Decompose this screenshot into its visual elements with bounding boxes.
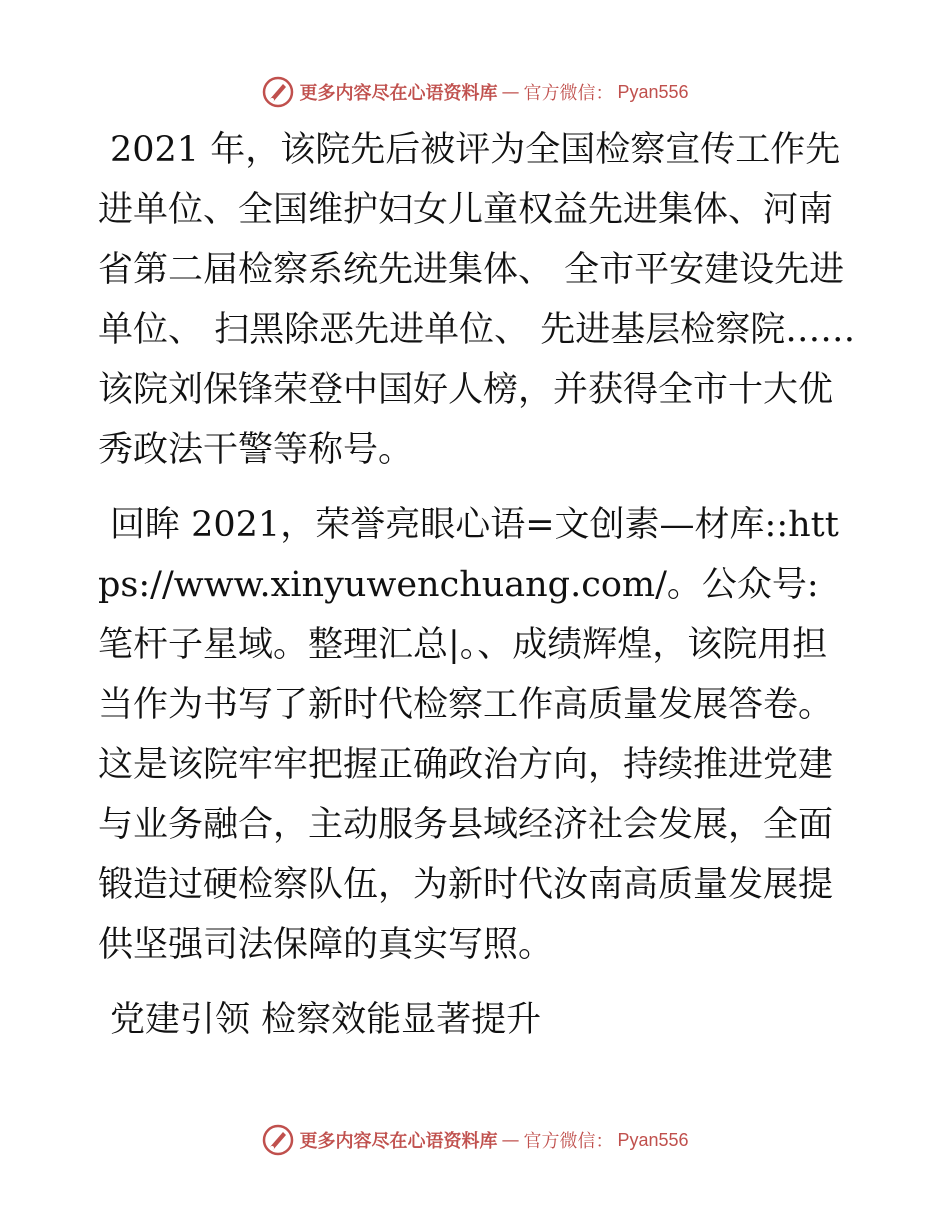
footer-brand[interactable] [261, 1123, 688, 1157]
page-footer [0, 1120, 950, 1160]
document-body [98, 120, 858, 1050]
footer-contact-label: 官方微信： [523, 1131, 614, 1152]
paragraph-review: 回眸 2021，荣誉亮眼心语=文创素—材库::https://www.xinyuwenchuang.com/。公众号: 笔杆子星域。整理汇总|。、成绩辉煌，该院用担当作为书写了新时代检察工作高质量发展答卷。这是该院牢牢把握正确政治方向，持续推进党建与业务融合，主动服务县域经济社会发展，全面锻造过硬检察队伍，为新时代汝南高质量发展提供坚强司法保障的真实写照。 [98, 505, 839, 965]
header-contact-id: Pyan556 [617, 81, 689, 102]
footer-contact-id: Pyan556 [617, 1129, 689, 1150]
header-brand[interactable] [261, 75, 688, 109]
pen-logo-icon [261, 1123, 295, 1157]
footer-dash: — [501, 1129, 520, 1151]
page-header [0, 72, 950, 112]
header-contact-label: 官方微信： [523, 83, 614, 104]
section-heading: 党建引领 检察效能显著提升 [110, 1000, 542, 1040]
paragraph-honors: 2021 年，该院先后被评为全国检察宣传工作先进单位、全国维护妇女儿童权益先进集体、河南省第二届检察系统先进集体、 全市平安建设先进单位、 扫黑除恶先进单位、 先进基层检察院……该院刘保锋荣登中国好人榜，并获得全市十大优秀政法干警等称号。 [98, 130, 856, 470]
pen-logo-icon [261, 75, 295, 109]
footer-brand-text: 更多内容尽在心语资料库 [299, 1131, 498, 1152]
header-brand-text: 更多内容尽在心语资料库 [299, 83, 498, 104]
header-dash: — [501, 81, 520, 103]
